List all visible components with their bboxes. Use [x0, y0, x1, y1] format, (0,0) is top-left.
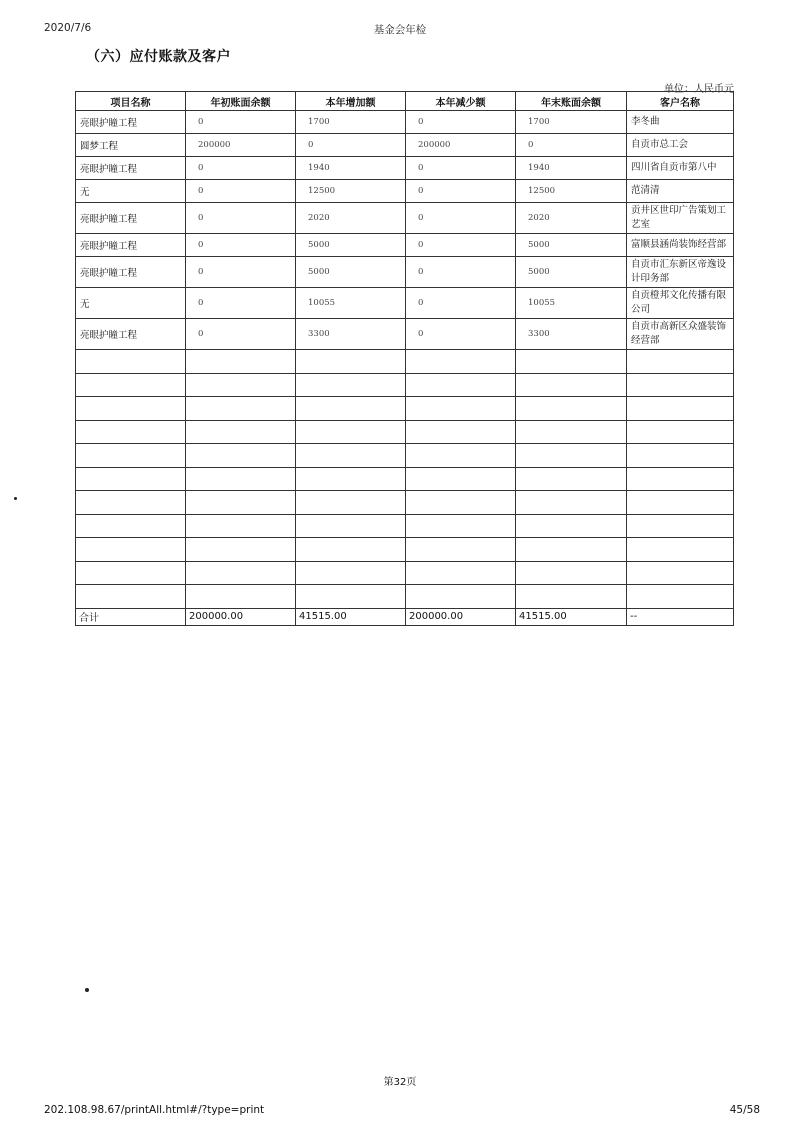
increase-cell: 3300 — [296, 319, 406, 350]
increase-cell: 5000 — [296, 234, 406, 257]
increase-cell: 12500 — [296, 180, 406, 203]
closing-balance-cell: 0 — [516, 134, 627, 157]
decrease-cell: 0 — [406, 257, 516, 288]
decrease-cell: 0 — [406, 111, 516, 134]
project-name-cell: 亮眼护瞳工程 — [76, 234, 186, 257]
table-row — [76, 234, 734, 257]
closing-balance-cell: 5000 — [516, 234, 627, 257]
empty-row — [76, 514, 734, 538]
closing-balance-cell: 3300 — [516, 319, 627, 350]
empty-row — [76, 420, 734, 444]
empty-row — [76, 397, 734, 421]
print-date: 2020/7/6 — [44, 22, 92, 34]
print-page-count: 45/58 — [729, 1104, 760, 1116]
customer-name-cell: 自贡橙邦文化传播有限公司 — [627, 288, 734, 319]
decrease-cell: 0 — [406, 288, 516, 319]
column-header-customer: 客户名称 — [627, 92, 734, 111]
decrease-cell: 0 — [406, 157, 516, 180]
column-header-opening-balance: 年初账面余额 — [186, 92, 296, 111]
increase-cell: 5000 — [296, 257, 406, 288]
table-row — [76, 157, 734, 180]
opening-balance-cell: 0 — [186, 319, 296, 350]
opening-balance-cell: 0 — [186, 288, 296, 319]
total-increase: 41515.00 — [296, 608, 406, 625]
decrease-cell: 0 — [406, 234, 516, 257]
table-header-row — [76, 92, 734, 111]
closing-balance-cell: 2020 — [516, 203, 627, 234]
empty-row — [76, 350, 734, 374]
print-url: 202.108.98.67/printAll.html#/?type=print — [44, 1104, 265, 1116]
increase-cell: 1700 — [296, 111, 406, 134]
customer-name-cell: 李冬曲 — [627, 111, 734, 134]
empty-row — [76, 585, 734, 609]
table-row — [76, 288, 734, 319]
project-name-cell: 亮眼护瞳工程 — [76, 319, 186, 350]
project-name-cell: 亮眼护瞳工程 — [76, 157, 186, 180]
customer-name-cell: 自贡市汇东新区帝逸设计印务部 — [627, 257, 734, 288]
increase-cell: 1940 — [296, 157, 406, 180]
opening-balance-cell: 0 — [186, 157, 296, 180]
empty-row — [76, 373, 734, 397]
empty-row — [76, 561, 734, 585]
decrease-cell: 0 — [406, 180, 516, 203]
total-decrease: 200000.00 — [406, 608, 516, 625]
project-name-cell: 无 — [76, 288, 186, 319]
table-row — [76, 203, 734, 234]
column-header-decrease: 本年减少额 — [406, 92, 516, 111]
closing-balance-cell: 5000 — [516, 257, 627, 288]
empty-row — [76, 491, 734, 515]
increase-cell: 0 — [296, 134, 406, 157]
project-name-cell: 亮眼护瞳工程 — [76, 111, 186, 134]
opening-balance-cell: 0 — [186, 234, 296, 257]
empty-row — [76, 538, 734, 562]
increase-cell: 10055 — [296, 288, 406, 319]
opening-balance-cell: 0 — [186, 111, 296, 134]
total-opening-balance: 200000.00 — [186, 608, 296, 625]
closing-balance-cell: 10055 — [516, 288, 627, 319]
scan-speck — [85, 988, 89, 992]
opening-balance-cell: 200000 — [186, 134, 296, 157]
table-row — [76, 257, 734, 288]
payables-table — [75, 91, 734, 626]
empty-row — [76, 467, 734, 491]
table-row — [76, 134, 734, 157]
project-name-cell: 亮眼护瞳工程 — [76, 203, 186, 234]
closing-balance-cell: 1700 — [516, 111, 627, 134]
total-customer: -- — [627, 608, 734, 625]
opening-balance-cell: 0 — [186, 180, 296, 203]
column-header-project: 项目名称 — [76, 92, 186, 111]
table-row — [76, 111, 734, 134]
project-name-cell: 无 — [76, 180, 186, 203]
increase-cell: 2020 — [296, 203, 406, 234]
scan-speck — [14, 497, 17, 500]
total-closing-balance: 41515.00 — [516, 608, 627, 625]
customer-name-cell: 富顺县涵尚装饰经营部 — [627, 234, 734, 257]
project-name-cell: 圆梦工程 — [76, 134, 186, 157]
column-header-closing-balance: 年末账面余额 — [516, 92, 627, 111]
closing-balance-cell: 12500 — [516, 180, 627, 203]
closing-balance-cell: 1940 — [516, 157, 627, 180]
decrease-cell: 0 — [406, 319, 516, 350]
empty-row — [76, 444, 734, 468]
table-row — [76, 180, 734, 203]
customer-name-cell: 范清清 — [627, 180, 734, 203]
page-number: 第32页 — [383, 1077, 417, 1088]
section-title: （六）应付账款及客户 — [86, 49, 231, 65]
customer-name-cell: 四川省自贡市第八中 — [627, 157, 734, 180]
currency-unit: 单位：人民币元 — [664, 84, 734, 95]
decrease-cell: 0 — [406, 203, 516, 234]
customer-name-cell: 自贡市总工会 — [627, 134, 734, 157]
opening-balance-cell: 0 — [186, 203, 296, 234]
customer-name-cell: 贡井区世印广告策划工艺室 — [627, 203, 734, 234]
customer-name-cell: 自贡市高新区众盛装饰经营部 — [627, 319, 734, 350]
opening-balance-cell: 0 — [186, 257, 296, 288]
print-header-title: 基金会年检 — [373, 24, 427, 36]
table-row — [76, 319, 734, 350]
column-header-increase: 本年增加额 — [296, 92, 406, 111]
decrease-cell: 200000 — [406, 134, 516, 157]
total-label: 合计 — [76, 608, 186, 625]
project-name-cell: 亮眼护瞳工程 — [76, 257, 186, 288]
total-row — [76, 608, 734, 625]
